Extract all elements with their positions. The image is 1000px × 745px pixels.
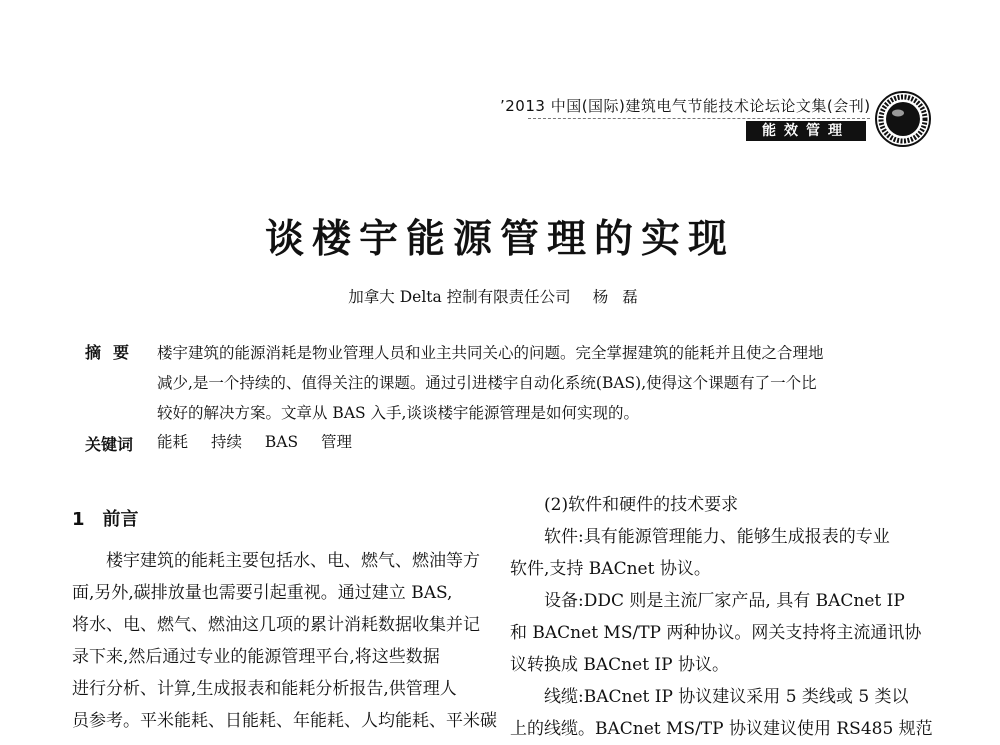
keyword: 管理 (321, 433, 353, 451)
section-tag: 能效管理 (746, 121, 866, 141)
body-line: 上的线缆。BACnet MS/TP 协议建议使用 RS485 规范 (510, 719, 933, 739)
article-title: 谈楼宇能源管理的实现 (264, 217, 735, 262)
body-line: 将水、电、燃气、燃油这几项的累计消耗数据收集并记 (72, 615, 480, 635)
keyword: 持续 (210, 433, 242, 451)
body-line: 线缆:BACnet IP 协议建议采用 5 类线或 5 类以 (544, 687, 909, 707)
section-number: 1 (72, 509, 85, 530)
section-title: 前言 (102, 509, 139, 530)
abstract-label: 摘要 (85, 343, 142, 362)
body-line: 软件:具有能源管理能力、能够生成报表的专业 (544, 527, 890, 547)
body-line: 进行分析、计算,生成报表和能耗分析报告,供管理人 (72, 679, 457, 699)
body-line: 和 BACnet MS/TP 两种协议。网关支持将主流通讯协 (510, 623, 922, 643)
header-divider (528, 118, 870, 119)
section-heading (72, 505, 139, 531)
abstract-line: 楼宇建筑的能源消耗是物业管理人员和业主共同关心的问题。完全掌握建筑的能耗并且使之合理地 (157, 344, 824, 362)
abstract-text (157, 338, 913, 428)
keyword: 能耗 (157, 433, 189, 451)
abstract-line: 减少,是一个持续的、值得关注的课题。通过引进楼宇自动化系统(BAS),使得这个课题有了一个比 (157, 374, 817, 392)
keywords (157, 430, 370, 452)
affiliation: 加拿大 Delta 控制有限责任公司 (348, 288, 571, 306)
body-line: 面,另外,碳排放量也需要引起重视。通过建立 BAS, (72, 583, 453, 603)
abstract-line: 较好的解决方案。文章从 BAS 入手,谈谈楼宇能源管理是如何实现的。 (157, 404, 639, 422)
body-line: 议转换成 BACnet IP 协议。 (510, 655, 729, 675)
conference-seal-icon (874, 90, 932, 148)
body-line: 录下来,然后通过专业的能源管理平台,将这些数据 (72, 647, 440, 667)
keyword: BAS (264, 433, 299, 451)
author-name: 杨磊 (592, 288, 652, 306)
body-line: 设备:DDC 则是主流厂家产品, 具有 BACnet IP (544, 591, 905, 611)
author-line (0, 285, 1000, 307)
subsection-heading: (2)软件和硬件的技术要求 (544, 495, 739, 515)
journal-header: ’2013 中国(国际)建筑电气节能技术论坛论文集(会刊) (500, 97, 871, 115)
body-line: 软件,支持 BACnet 协议。 (510, 559, 711, 579)
body-line: 员参考。平米能耗、日能耗、年能耗、人均能耗、平米碳 (72, 711, 497, 731)
body-line: 楼宇建筑的能耗主要包括水、电、燃气、燃油等方 (106, 551, 480, 571)
right-column-text (510, 489, 933, 745)
left-column-text (72, 545, 497, 737)
keywords-label: 关键词 (85, 435, 134, 454)
